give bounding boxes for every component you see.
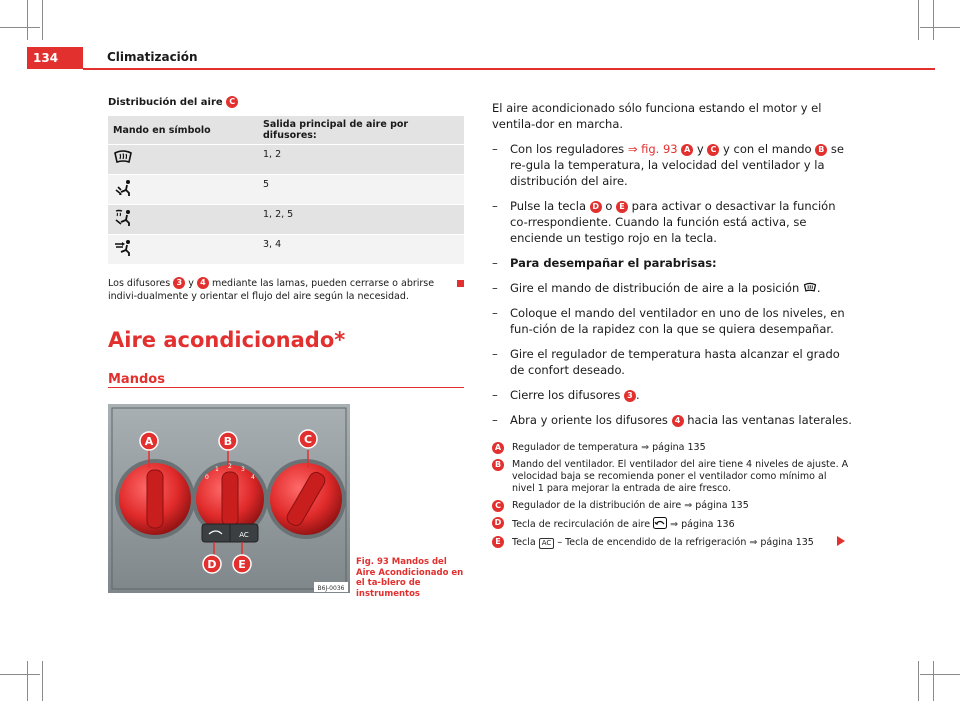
windshield-defrost-icon — [803, 282, 817, 293]
air-windshield-feet-icon — [113, 209, 133, 227]
callout-d-label: D — [207, 558, 217, 571]
note-text: Los difusores — [108, 278, 171, 289]
svg-text:1: 1 — [215, 466, 219, 473]
step-dash: – — [492, 199, 498, 213]
intro-text: El aire acondicionado sólo funciona estando el motor y el ventila-dor en marcha. — [492, 101, 822, 131]
legend-item — [492, 459, 852, 495]
svg-text:4: 4 — [251, 474, 255, 481]
distribution-table — [108, 116, 464, 265]
legend-item — [492, 536, 852, 549]
chapter-title: Climatización — [107, 50, 198, 64]
step-text: se re-gula la temperatura, la velocidad del ventilador y la distribución del aire. — [510, 142, 844, 188]
legend-item — [492, 517, 852, 531]
continue-arrow-icon — [837, 536, 845, 546]
step-text: hacia las ventanas laterales. — [687, 413, 852, 427]
vents-note — [108, 277, 464, 303]
callout-e-label: E — [238, 558, 246, 571]
svg-text:2: 2 — [228, 463, 232, 470]
crop-mark — [0, 27, 40, 28]
crop-mark — [918, 661, 919, 701]
legend-text: Regulador de la distribución de aire ⇒ página 135 — [512, 500, 749, 511]
step-dash: – — [492, 306, 498, 320]
step-heading: Para desempañar el parabrisas: — [510, 256, 717, 270]
table-row — [108, 175, 464, 205]
badge-4: 4 — [672, 415, 684, 427]
step-item — [492, 412, 852, 428]
legend-badge: B — [492, 459, 504, 471]
step-item — [492, 198, 852, 246]
step-text: Gire el regulador de temperatura hasta alcanzar el grado de confort deseado. — [510, 347, 840, 377]
page-number: 134 — [27, 47, 83, 69]
legend-badge: A — [492, 442, 504, 454]
recirculation-icon — [653, 517, 667, 529]
step-text: y con el mando — [723, 142, 812, 156]
step-dash: – — [492, 256, 498, 270]
figure-legend — [492, 442, 852, 549]
note-text: y — [188, 278, 194, 289]
col-symbol-header: Mando en símbolo — [108, 116, 258, 145]
outlet-cell: 1, 2, 5 — [258, 205, 464, 235]
step-dash: – — [492, 347, 498, 361]
badge-3: 3 — [624, 390, 636, 402]
badge-c: C — [226, 96, 238, 108]
step-item: – Gire el mando de distribución de aire a la posición . — [492, 281, 821, 295]
step-item — [492, 305, 852, 337]
step-item — [492, 346, 852, 378]
step-dash: – — [492, 413, 498, 427]
subsection-title: Mandos — [108, 372, 165, 387]
step-dash: – — [492, 281, 498, 295]
crop-mark — [27, 0, 28, 40]
callout-d — [203, 555, 221, 573]
legend-item — [492, 500, 852, 512]
controls-figure — [108, 404, 350, 593]
table-caption — [108, 96, 464, 108]
symbol-cell — [108, 145, 258, 175]
step-text: y — [696, 142, 704, 156]
legend-badge: E — [492, 536, 504, 548]
table-row — [108, 205, 464, 235]
badge-b: B — [815, 144, 827, 156]
symbol-cell — [108, 175, 258, 205]
step-text: Gire el mando de distribución de aire a la posición — [510, 281, 800, 295]
ac-button-label: AC — [239, 531, 249, 539]
outlet-cell: 1, 2 — [258, 145, 464, 175]
figure-code: B6J-0036 — [317, 585, 345, 592]
crop-mark — [933, 661, 934, 701]
legend-item — [492, 442, 852, 454]
figure-link[interactable]: ⇒ fig. 93 — [627, 142, 678, 156]
figure-caption: Fig. 93 Mandos del Aire Acondicionado en el ta-blero de instrumentos — [356, 557, 464, 599]
callout-b — [219, 432, 237, 450]
badge-3: 3 — [173, 277, 185, 289]
step-item: – Cierre los difusores 3 . — [492, 388, 640, 402]
col-outlet-header: Salida principal de aire por difusores: — [258, 116, 464, 145]
step-text: Abra y oriente los difusores — [510, 413, 668, 427]
step-text: Con los reguladores — [510, 142, 625, 156]
step-text: Coloque el mando del ventilador en uno de los niveles, en fun-ción de la rapidez con la que se quiera desempañar. — [510, 306, 845, 336]
table-row — [108, 145, 464, 175]
step-text: Pulse la tecla — [510, 199, 586, 213]
badge-c: C — [707, 144, 719, 156]
crop-mark — [920, 674, 960, 675]
step-text: o — [605, 199, 613, 213]
controls-illustration — [108, 404, 350, 593]
legend-text: Regulador de temperatura ⇒ página 135 — [512, 442, 706, 453]
outlet-cell: 3, 4 — [258, 235, 464, 265]
callout-a-label: A — [144, 435, 154, 448]
header-rule — [83, 68, 935, 70]
subsection-rule — [108, 387, 464, 388]
crop-mark — [920, 27, 960, 28]
badge-4: 4 — [197, 277, 209, 289]
legend-text: Mando del ventilador. El ventilador del aire tiene 4 niveles de ajuste. A velocidad baja se recomienda poner el ventilador como mínimo al nivel 1 para mejorar la entrada de aire fresco. — [512, 459, 849, 494]
table-row — [108, 235, 464, 265]
crop-mark — [0, 674, 40, 675]
windshield-defrost-icon — [113, 149, 133, 165]
badge-a: A — [681, 144, 693, 156]
air-feet-icon — [113, 179, 133, 197]
crop-mark — [933, 0, 934, 40]
step-text: para activar o desactivar la función co-rrespondiente. Cuando la función está activa, se enciende un testigo rojo en la tecla. — [510, 199, 836, 245]
section-title: Aire acondicionado* — [108, 328, 346, 352]
table-header-row — [108, 116, 464, 145]
svg-text:0: 0 — [205, 474, 209, 481]
crop-mark — [42, 0, 43, 40]
step-dash: – — [492, 388, 498, 402]
step-dash: – — [492, 142, 498, 156]
callout-e — [233, 555, 251, 573]
step-item — [492, 255, 852, 271]
callout-a — [140, 432, 158, 450]
end-of-section-mark — [457, 280, 464, 287]
badge-e: E — [616, 201, 628, 213]
step-item — [492, 141, 852, 189]
badge-d: D — [590, 201, 602, 213]
crop-mark — [27, 661, 28, 701]
legend-text: – Tecla de encendido de la refrigeración ⇒ página 135 — [557, 537, 814, 548]
step-text: Cierre los difusores — [510, 388, 621, 402]
outlet-cell: 5 — [258, 175, 464, 205]
note-text: mediante las lamas, pueden cerrarse o abrirse indivi-dualmente y orientar el flujo del aire según la necesidad. — [108, 278, 435, 302]
crop-mark — [918, 0, 919, 40]
ac-key-icon: AC — [539, 538, 555, 549]
callout-b-label: B — [223, 435, 233, 448]
air-distribution-section — [108, 96, 464, 303]
legend-badge: D — [492, 517, 504, 529]
symbol-cell — [108, 235, 258, 265]
legend-badge: C — [492, 500, 504, 512]
legend-text: Tecla de recirculación de aire — [512, 519, 651, 530]
table-caption-text: Distribución del aire — [108, 97, 223, 108]
crop-mark — [42, 661, 43, 701]
instructions-column — [492, 100, 852, 554]
callout-c-label: C — [303, 433, 313, 446]
air-face-icon — [113, 239, 133, 257]
svg-text:3: 3 — [241, 466, 245, 473]
legend-text: ⇒ página 136 — [670, 519, 735, 530]
symbol-cell — [108, 205, 258, 235]
callout-c — [299, 430, 317, 448]
legend-text: Tecla — [512, 537, 536, 548]
